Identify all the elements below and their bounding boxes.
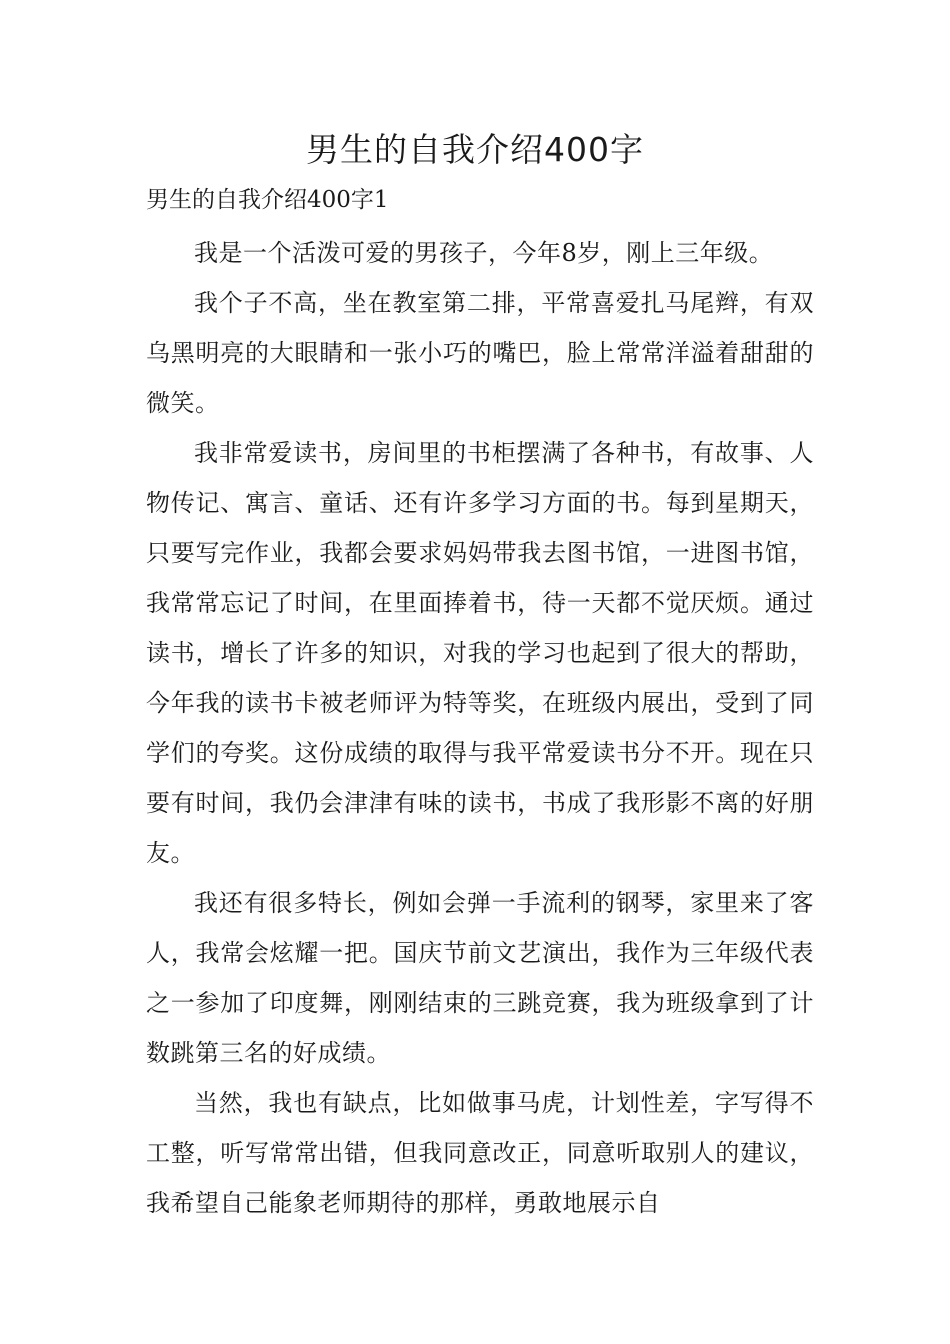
document-title: 男生的自我介绍400字: [306, 130, 644, 169]
paragraph-5: 当然，我也有缺点，比如做事马虎，计划性差，字写得不工整，听写常常出错，但我同意改正，同意听取别人的建议，我希望自己能象老师期待的那样，勇敢地展示自: [146, 1089, 814, 1217]
section-heading: 男生的自我介绍400字1: [146, 187, 389, 213]
paragraph-1: 我是一个活泼可爱的男孩子，今年8岁，刚上三年级。: [194, 239, 774, 267]
paragraph-4: 我还有很多特长，例如会弹一手流利的钢琴，家里来了客人，我常会炫耀一把。国庆节前文艺演出，我作为三年级代表之一参加了印度舞，刚刚结束的三跳竞赛，我为班级拿到了计数跳第三名的好成绩。: [146, 889, 814, 1067]
document-body: [146, 228, 814, 1228]
paragraph-2: 我个子不高，坐在教室第二排，平常喜爱扎马尾辫，有双乌黑明亮的大眼睛和一张小巧的嘴巴，脸上常常洋溢着甜甜的微笑。: [146, 289, 814, 417]
paragraph-3: 我非常爱读书，房间里的书柜摆满了各种书，有故事、人物传记、寓言、童话、还有许多学习方面的书。每到星期天，只要写完作业，我都会要求妈妈带我去图书馆，一进图书馆，我常常忘记了时间，在里面捧着书，待一天都不觉厌烦。通过读书，增长了许多的知识，对我的学习也起到了很大的帮助，今年我的读书卡被老师评为特等奖，在班级内展出，受到了同学们的夸奖。这份成绩的取得与我平常爱读书分不开。现在只要有时间，我仍会津津有味的读书，书成了我形影不离的好朋友。: [146, 439, 814, 867]
